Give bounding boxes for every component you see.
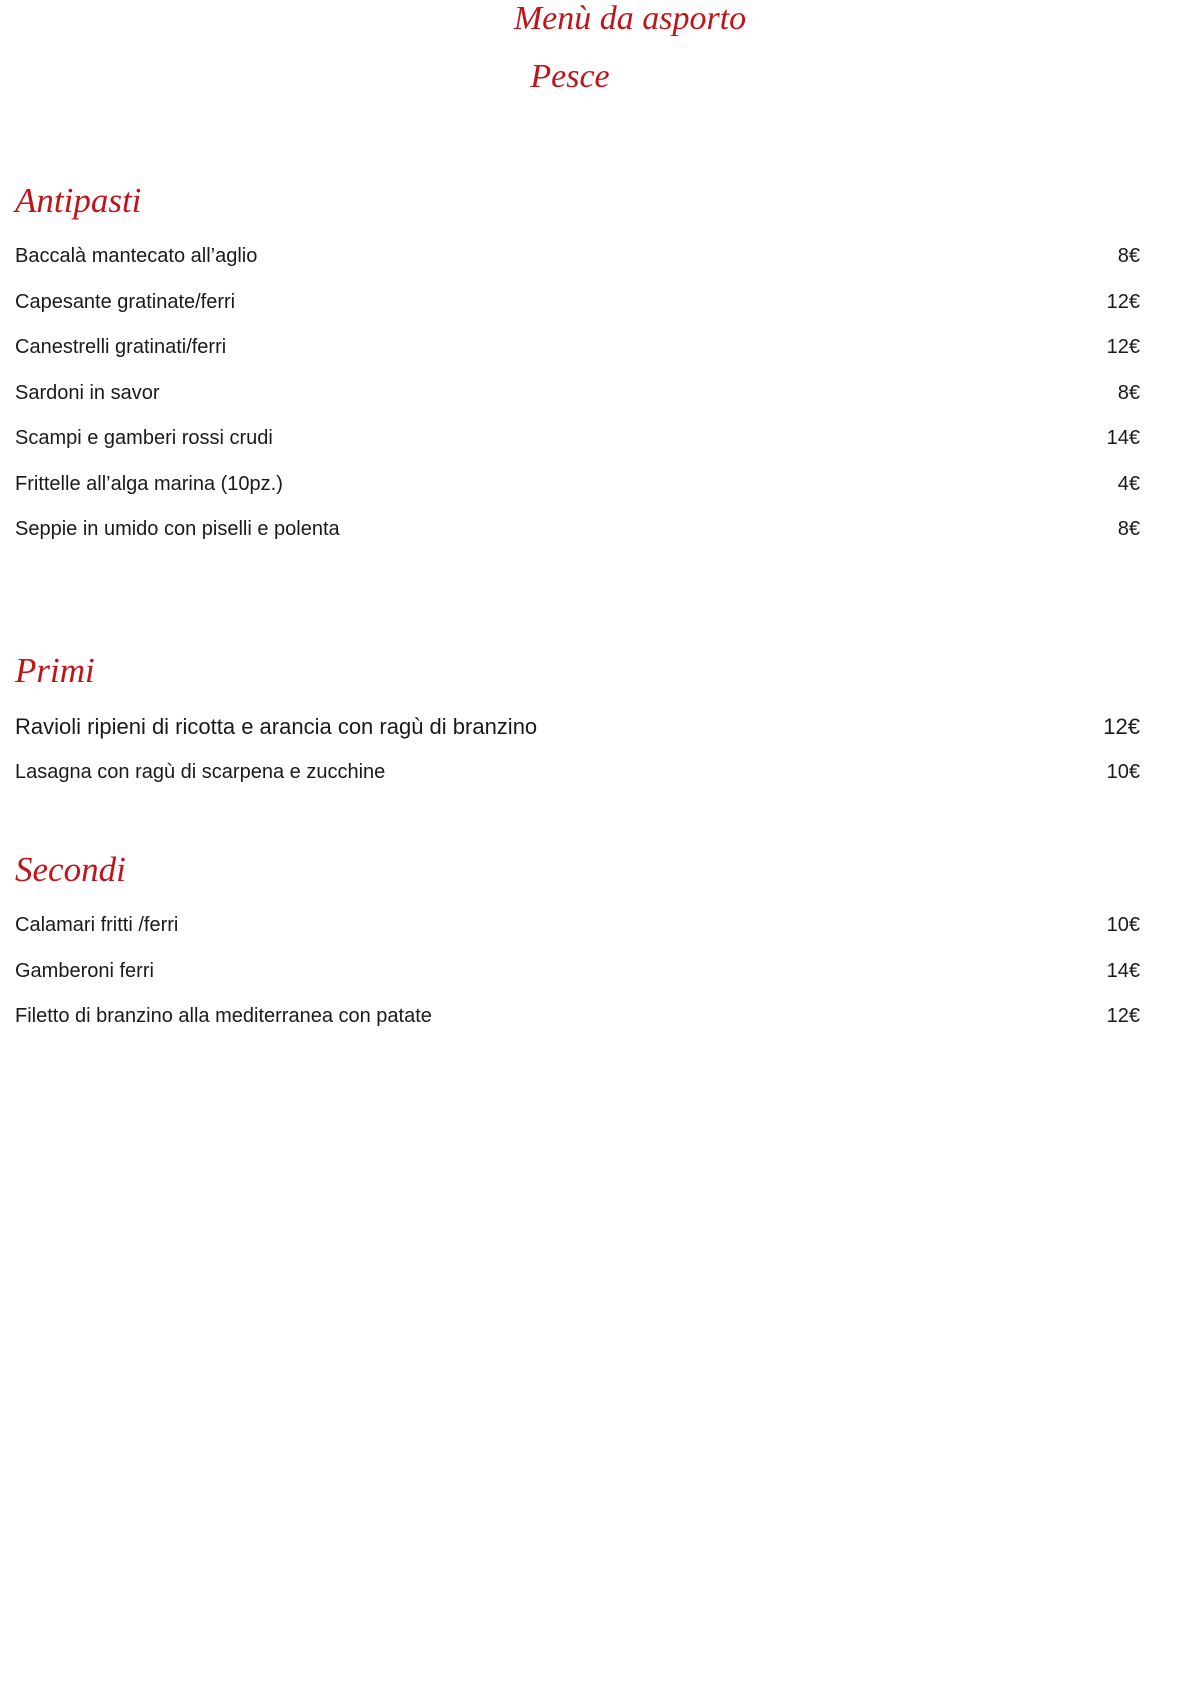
primi-list — [15, 716, 1140, 807]
item-name: Filetto di branzino alla mediterranea con patate — [15, 1005, 432, 1027]
menu-item — [15, 915, 1140, 961]
menu-title: Menù da asporto — [513, 0, 747, 37]
menu-item — [15, 337, 1140, 383]
menu-item — [15, 292, 1140, 338]
item-price: 14€ — [1106, 959, 1140, 982]
item-price: 8€ — [1117, 245, 1140, 267]
menu-item — [15, 716, 1140, 762]
item-name: Lasagna con ragù di scarpena e zucchine — [15, 760, 386, 783]
menu-item — [15, 474, 1140, 520]
menu-subtitle: Pesce — [530, 58, 610, 95]
item-name: Sardoni in savor — [15, 381, 160, 404]
item-price: 8€ — [1117, 381, 1140, 404]
antipasti-list — [15, 246, 1140, 565]
menu-item — [15, 246, 1140, 292]
secondi-list — [15, 915, 1140, 1052]
item-price: 12€ — [1106, 1005, 1140, 1027]
item-name: Canestrelli gratinati/ferri — [15, 336, 227, 358]
section-heading-secondi: Secondi — [15, 850, 126, 889]
menu-item — [15, 383, 1140, 429]
item-price: 12€ — [1103, 714, 1140, 739]
item-name: Frittelle all’alga marina (10pz.) — [15, 472, 283, 495]
item-name: Baccalà mantecato all’aglio — [15, 245, 258, 267]
item-name: Gamberoni ferri — [15, 959, 154, 982]
item-name: Seppie in umido con piselli e polenta — [15, 518, 340, 540]
menu-item — [15, 519, 1140, 565]
section-heading-antipasti: Antipasti — [15, 181, 142, 220]
menu-item — [15, 428, 1140, 474]
item-name: Calamari fritti /ferri — [15, 914, 179, 936]
item-name: Scampi e gamberi rossi crudi — [15, 427, 273, 449]
item-price: 10€ — [1106, 914, 1140, 936]
menu-item — [15, 762, 1140, 808]
item-price: 12€ — [1106, 336, 1140, 358]
item-price: 12€ — [1106, 290, 1140, 313]
menu-item — [15, 1006, 1140, 1052]
item-price: 8€ — [1117, 518, 1140, 540]
item-price: 14€ — [1106, 427, 1140, 449]
item-name: Capesante gratinate/ferri — [15, 290, 236, 313]
item-price: 4€ — [1117, 472, 1140, 495]
menu-item — [15, 961, 1140, 1007]
item-name: Ravioli ripieni di ricotta e arancia con ragù di branzino — [15, 714, 538, 739]
item-price: 10€ — [1106, 760, 1140, 783]
section-heading-primi: Primi — [15, 651, 95, 690]
